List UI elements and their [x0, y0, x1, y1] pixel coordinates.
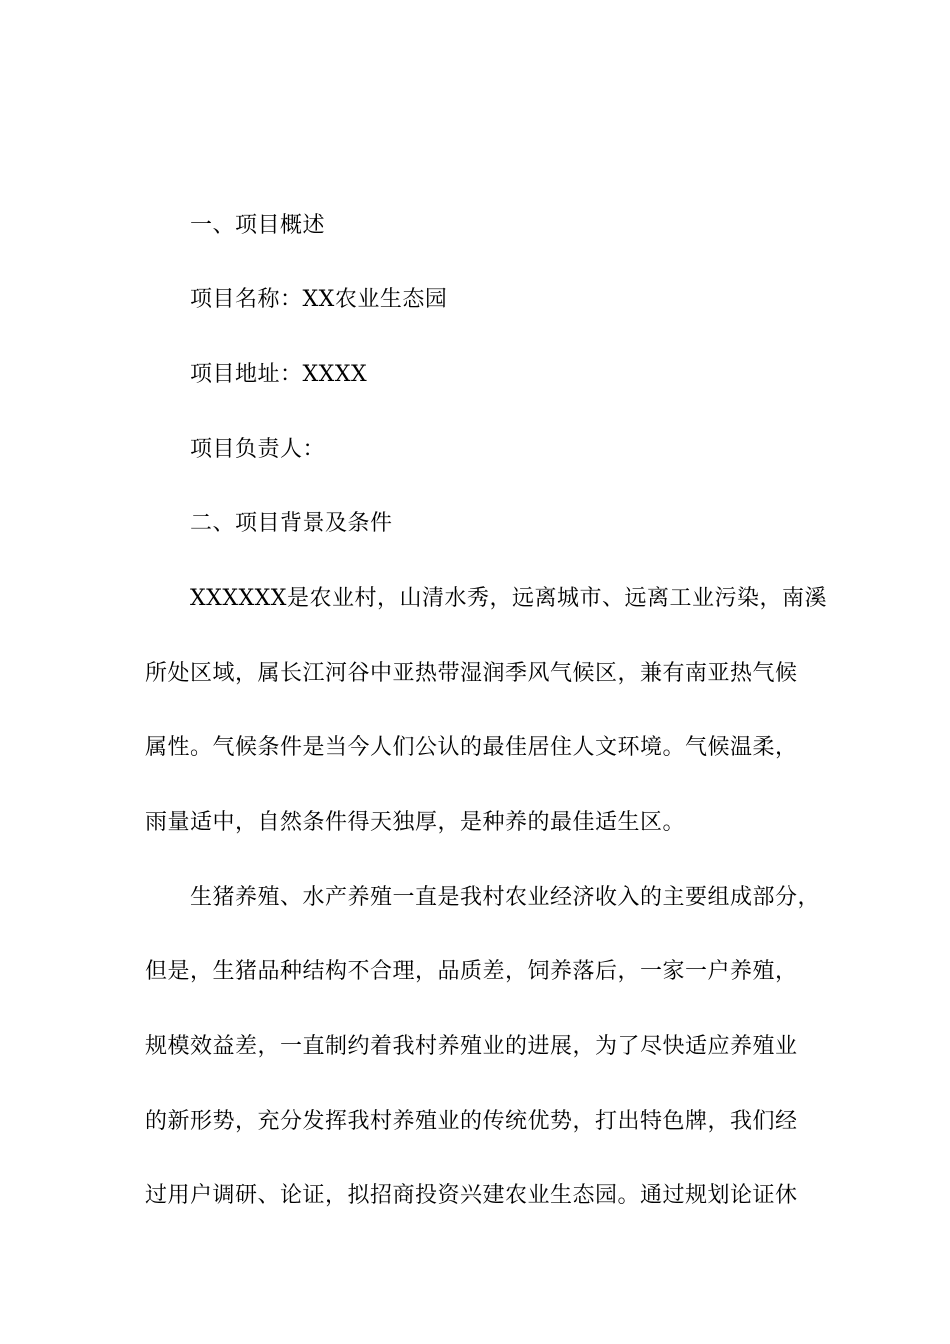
paragraph-line: 雨量适中，自然条件得天独厚，是种养的最佳适生区。 [145, 810, 686, 835]
project-address-line: 项目地址：XXXX [190, 362, 368, 387]
paragraph-line: 的新形势，充分发挥我村养殖业的传统优势，打出特色牌，我们经 [145, 1109, 798, 1134]
section-heading-background: 二、项目背景及条件 [190, 511, 393, 536]
project-name-line: 项目名称：XX农业生态园 [190, 287, 448, 312]
paragraph-line: XXXXXX是农业村，山清水秀，远离城市、远离工业污染，南溪 [190, 586, 827, 611]
paragraph-line: 过用户调研、论证，拟招商投资兴建农业生态园。通过规划论证休 [145, 1183, 798, 1208]
paragraph-line: 规模效益差，一直制约着我村养殖业的进展，为了尽快适应养殖业 [145, 1034, 798, 1059]
section-heading-overview: 一、项目概述 [190, 213, 326, 238]
paragraph-line: 所处区域，属长江河谷中亚热带湿润季风气候区，兼有南亚热气候 [145, 661, 798, 686]
paragraph-line: 但是，生猪品种结构不合理，品质差，饲养落后，一家一户养殖， [145, 959, 798, 984]
paragraph-line: 生猪养殖、水产养殖一直是我村农业经济收入的主要组成部分， [190, 885, 821, 910]
paragraph-line: 属性。气候条件是当今人们公认的最佳居住人文环境。气候温柔， [145, 735, 798, 760]
project-leader-line: 项目负责人： [190, 437, 326, 462]
